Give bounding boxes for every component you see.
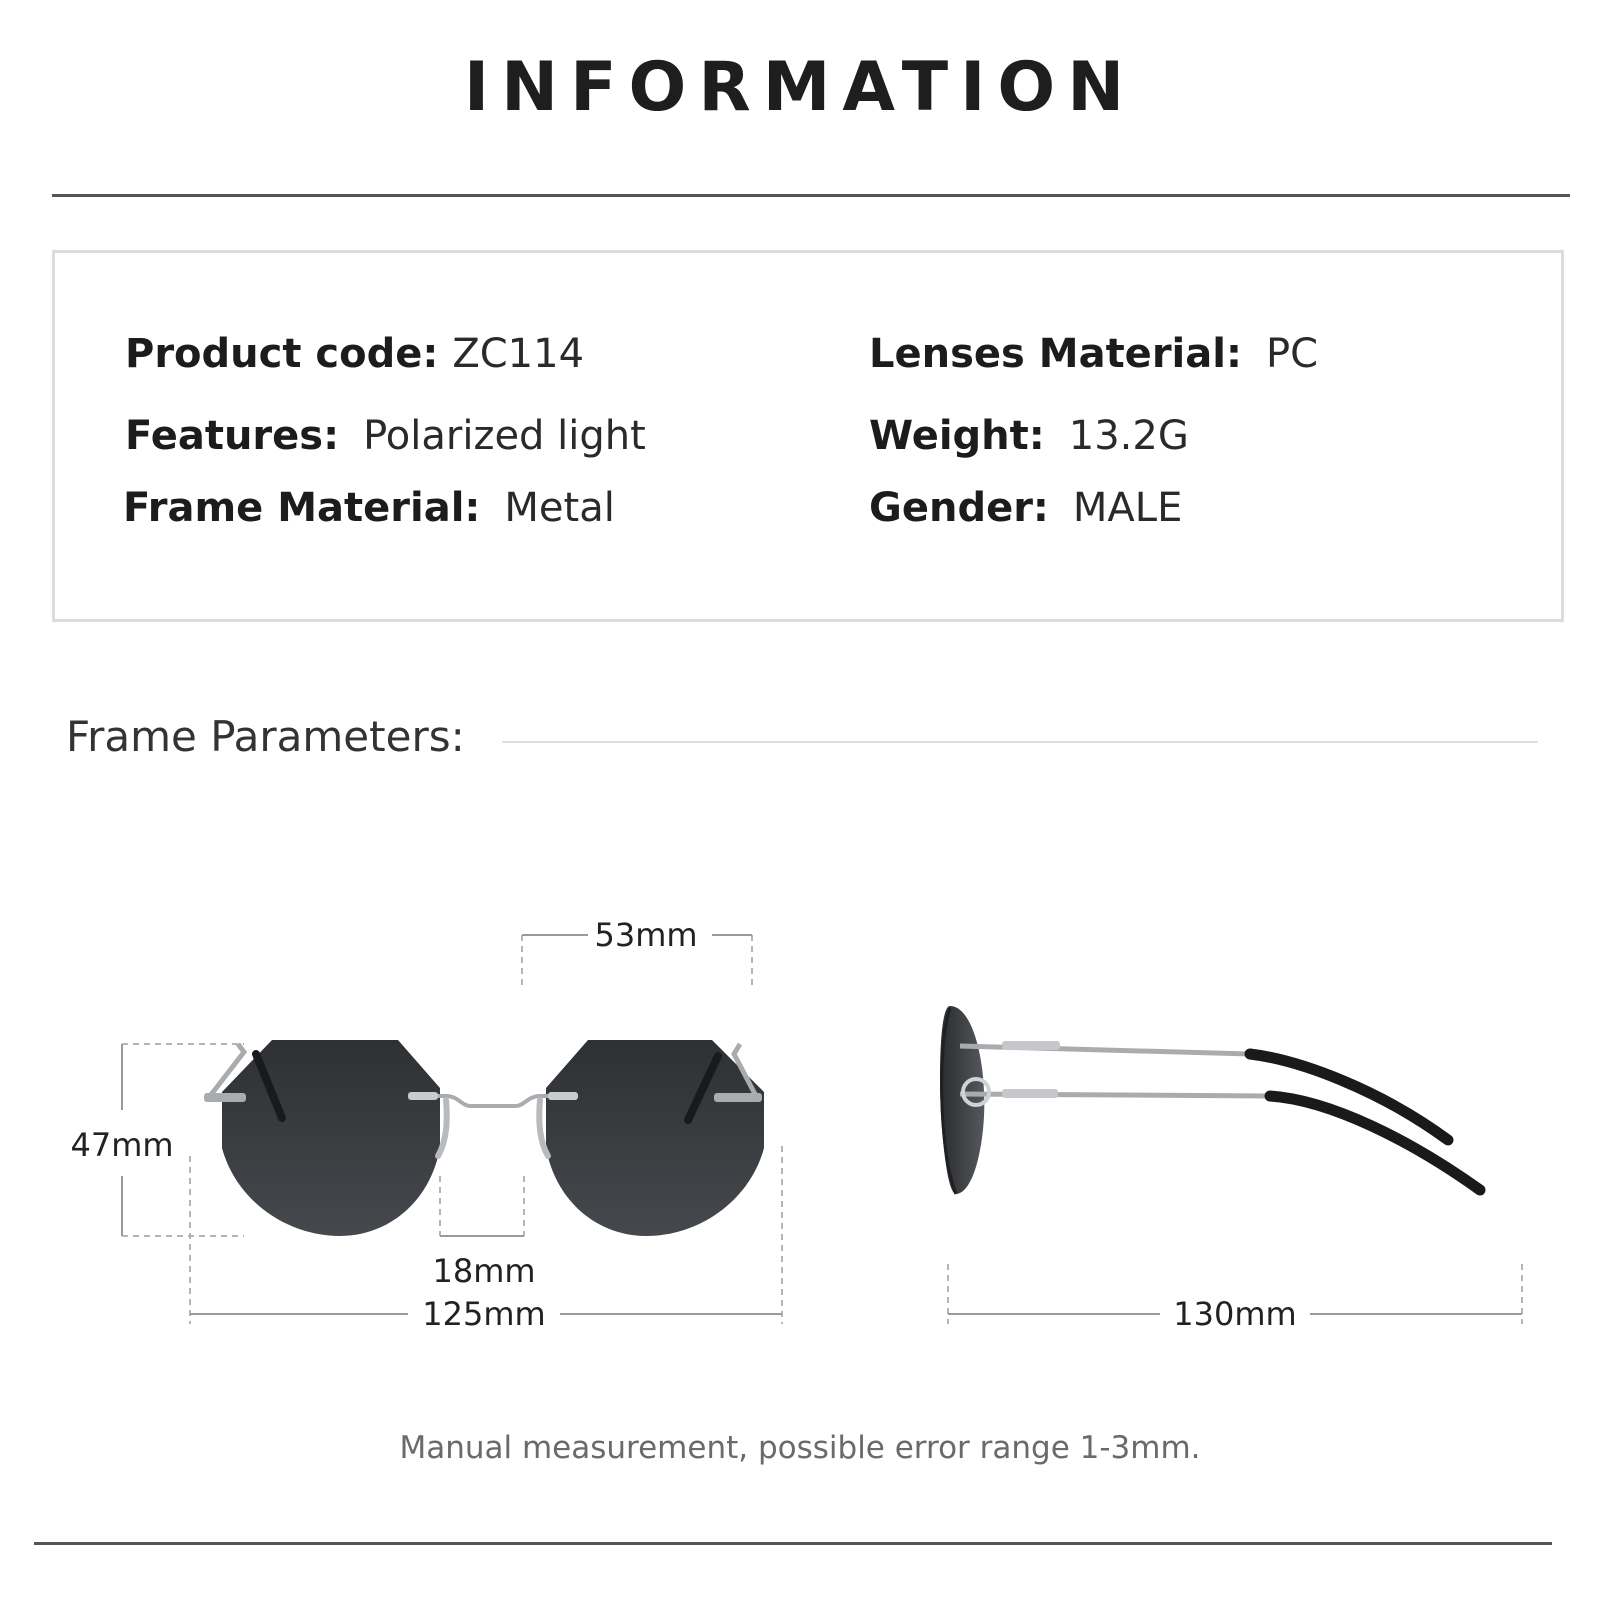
bridge-mount-right [548,1092,578,1100]
temple-length-label: 130mm [1173,1295,1297,1333]
spec-label: Lenses Material: [869,331,1242,377]
frame-width-label: 125mm [422,1295,546,1333]
measurement-note: Manual measurement, possible error range 1-3mm. [399,1430,1201,1466]
bridge-width-dimension [440,1176,524,1236]
spec-value: Polarized light [363,413,646,459]
spec-value: MALE [1072,485,1183,531]
spec-label: Gender: [869,485,1049,531]
lens-width-label: 53mm [594,916,698,954]
lens-height-label: 47mm [70,1126,174,1164]
spec-value: Metal [504,485,615,531]
spec-value: PC [1265,331,1319,377]
bridge-mount-left [408,1092,438,1100]
spec-value: ZC114 [452,331,585,377]
spec-value: 13.2G [1068,413,1189,459]
right-lens [546,1040,764,1236]
page-title: INFORMATION [463,48,1137,127]
side-hinge-lower [1002,1089,1058,1098]
spec-label: Frame Material: [123,485,481,531]
bridge-width-label: 18mm [432,1252,536,1290]
spec-label: Features: [125,413,340,459]
left-lens [222,1040,440,1236]
spec-label: Product code: [125,331,439,377]
bottom-divider [34,1542,1552,1545]
spec-label: Weight: [869,413,1045,459]
frame-parameters-heading: Frame Parameters: [66,712,465,761]
side-hinge-upper [1002,1041,1060,1050]
